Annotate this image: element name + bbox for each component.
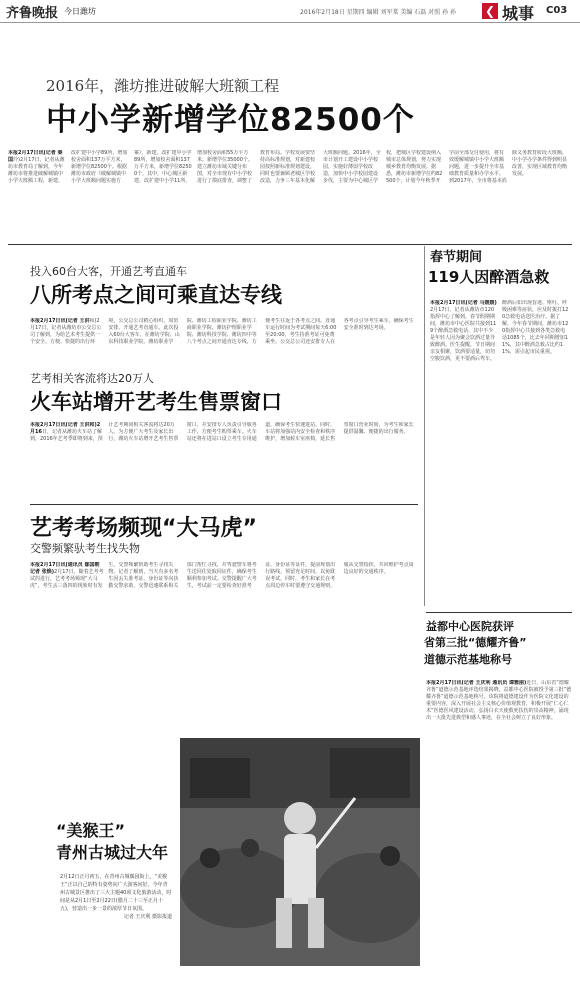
story3-body: 本报2月17日讯(记者 王洪和)2月16日，记者从潍坊火车站了解到，2016年艺考季即将到来，预计艺考期间相关客流将达20万人。为方便广大考生及家长出行，潍坊火车站增开艺考生售票窗口，并安排专人负责引导服务工作，方便考生购票乘车。火车站还将在进站口设立考生专用通道，确保考生快速进站。同时，车站将加强站内安全检查和秩序维护，增加候车室座椅，延长售票窗口营业时间，为考生和家长提供温馨、便捷的出行服务。 [30,422,414,442]
story1-kicker: 2016年，潍坊推进破解大班额工程 [46,77,280,95]
story3-kicker: 艺考相关客流将达20万人 [30,372,154,385]
story2-body: 本报2月17日讯(记者 王洪和)2月17日，记者从潍坊市公交总公司了解到，为给艺术考生提供一个安全、方便、快捷的出行环境，公交总公司精心组织，周密安排，开通艺考直通车。此次投入60台大客车，在潍坊学院、山东科技职业学院、潍坊职业学院、潍坊工程职业学院、潍坊工商职业学院、潍坊护理职业学院、潍坊科技学院、潍坊四中等八个考点之间开通直达专线，方便考生往返于各考点之间。直通车运行时间为考试期间每天6:00至20:00，考生持准考证可免费乘坐。公交总公司还安排专人在各考点引导考生乘车，确保考生安全准时到达考场。 [30,318,414,345]
story4-subhead: 交警频繁驮考生找失物 [30,542,140,555]
sidebar2-headline-2: 道德示范基地称号 [424,653,512,666]
photo-headline-1: “美猴王” [56,821,126,840]
story3-headline: 火车站增开艺考生售票窗口 [30,390,282,414]
sidebar1-headline: 119人因醉酒急救 [428,268,550,286]
sidebar2-headline-1: 省第三批“德耀齐鲁” [424,636,527,649]
sidebar2-body: 本报2月17日讯(记者 王庆利 通讯员 谭雅丽)近日，山东省“德耀齐鲁”道德示范基地评选结果揭晓，益都中心医院被授予第三批“德耀齐鲁”道德示范基地称号。该院将道德建设作为医院文化建设的重要内容，深入开展社会主义核心价值观教育，积极开展“仁心仁术”医德医风建设活动，弘扬白衣天使救死扶伤的崇高精神，涌现出一大批先进典型和感人事迹，在全社会树立了良好形象。 [426,680,572,721]
photo-credit: 记者 王庆利 摄影报道 [123,914,172,920]
section-arrow-icon: ❮ [482,3,498,19]
story2-headline: 八所考点之间可乘直达专线 [30,283,282,307]
photo-headline-2: 青州古城过大年 [56,843,169,862]
edition-label: 今日潍坊 [64,7,96,16]
column-divider [424,246,425,606]
story2-kicker: 投入60台大客，开通艺考直通车 [30,265,187,278]
page-number: C03 [546,5,568,16]
news-photo [180,738,420,966]
sidebar1-kicker: 春节期间 [430,250,483,265]
sidebar2-kicker: 益都中心医院获评 [426,620,514,633]
story1-headline: 中小学新增学位82500个 [46,102,415,138]
story1-body: 本报2月17日讯(记者 秦国玲)2月17日，记者从潍坊市教育局了解到，今年潍坊市将推进破解城镇中小学大班额工程，新建、改扩建中小学89所，增加校舍面积137万平方米，新增学位82500个。根据潍坊市政府《破解城镇中小学大班额问题实施方案》，新建、改扩建中小学89所，增加校舍面积137万平方米，新增学位82500个。其中，中心城区新建、改扩建中小学11所，增加校舍面积55万平方米。新增学位35000个。建立潍坊市域关键分布图，对全市现有中小学校进行了摸底排查，调整了教育布局。学校发展要坚持高标准规划，对新建校园按照新标准规划建设，同时也要兼顾老城区学校改造，力争三年基本化解大班额问题。2016年，全市计划开工建设中小学校园，实施好薄弱学校改造，加快中小学校园建设步伐，主要为中心城区学校，把城区学校建设纳入城市总体规划，努力实现城乡教育均衡发展。据悉，潍坊市新增学位约82500个，计划今年秋季开学前全部交付使用，将有效缓解城镇中小学大班额问题，进一步提升全市基础教育质量和办学水平。到2017年，全市将基本消除义务教育阶段大班额，中小学办学条件得到明显改善，实现区域教育均衡发展。 [8,150,568,184]
sidebar1-body: 本报2月17日讯(记者 马媛媛)2月17日，记者从潍坊市120指挥中心了解到，春节假期期间，潍坊市中心医院共接到119个醉酒急救电话，其中不少是年轻人因为聚会饮酒过量导致醉酒。医生提醒，节日期间亲友相聚，饮酒要适量，切勿空腹饮酒，更不要酒后驾车。醉酒后如出现昏迷、呕吐、呼吸困难等症状，应及时拨打120急救电话送医治疗。据了解，今年春节期间，潍坊市120指挥中心共接到各类急救电话1085个，比去年同期增加11%，其中醉酒急救占比约11%，需引起市民重视。 [430,300,569,362]
newspaper-logo: 齐鲁晚报 [6,6,59,21]
header-meta: 2016年2月18日 星期四 编辑 刘军棠 美编 石磊 对照 孙 孙 [300,9,456,16]
divider [426,612,572,613]
divider [30,504,418,505]
story4-body: 本报2月17日讯(通讯员 鄢国朝 记者 张焕)2月17日，随着艺考考试的进行，艺考考场频现“大马虎”，考生丢三落四的现象时有发生，交警频繁帮助考生寻找失物。记者了解到，当天有多名考生因丢失准考证、身份证等向执勤交警求助，交警迅速联系相关部门帮忙寻找，并驾驶警车将考生送回住处取回证件，确保考生顺利参加考试。交警提醒广大考生，考试前一定要检查好准考证、身份证等证件，提前规划出行路线，预留充足时间，以免耽误考试。同时，考生和家长在考点周边停车时要遵守交通规则，服从交警指挥，共同维护考点周边良好的交通秩序。 [30,562,414,589]
section-title: 城事 [502,4,535,23]
photo-caption: 2月12日正月初五，在青州古城偶园街上，“美猴王”正以自己的特有姿势向广大游客问好。今年青州古城景区推出了三大主题40项文化旅游活动，时间是从2月1日至2月22日(腊月二十三至正月十五)，营造出一步一景的浓厚节日氛围。 记者 王庆利 摄影报道 [60,874,172,920]
story4-headline: 艺考考场频现“大马虎” [30,516,257,541]
photo-image [180,738,420,966]
divider [8,244,572,245]
story1-byline: 本报2月17日讯(记者 秦国 [8,150,63,163]
